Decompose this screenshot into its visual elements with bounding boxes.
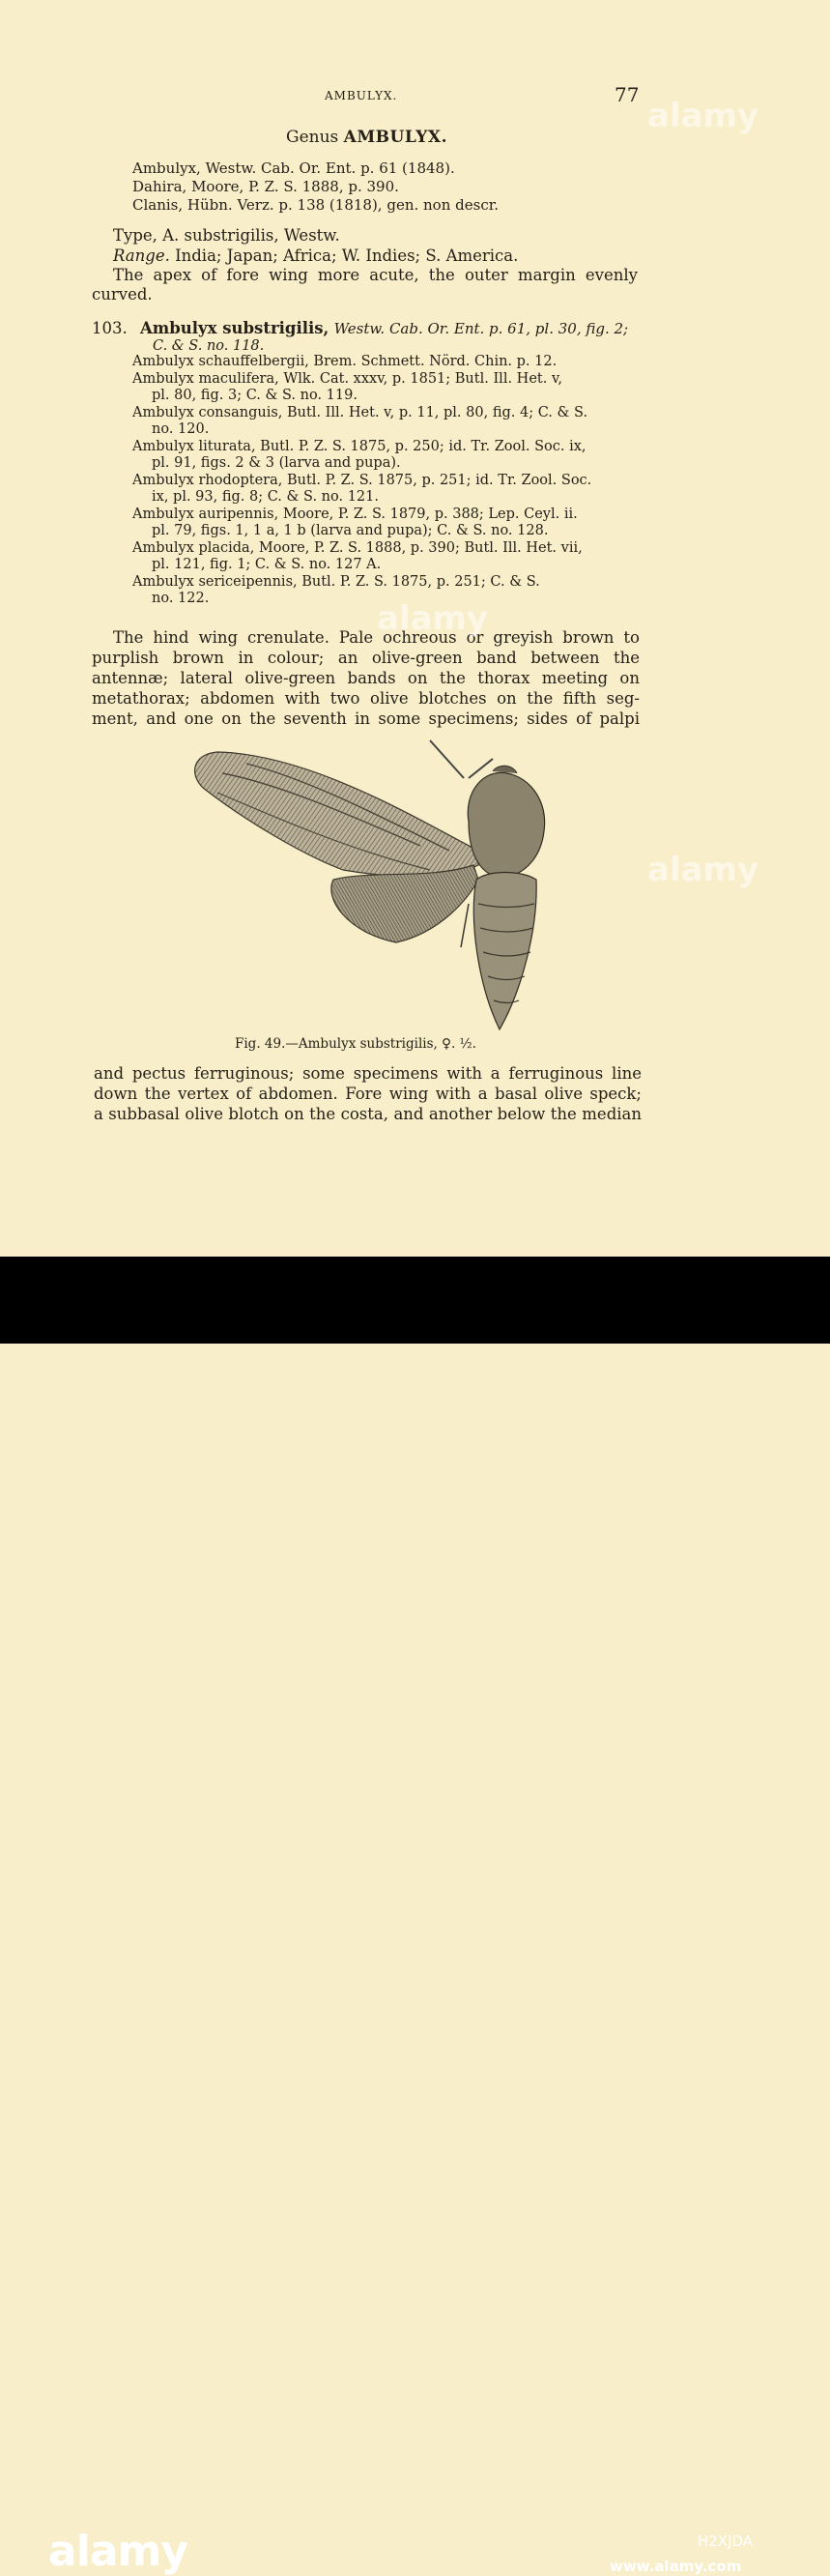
synonym-text: pl. 79, figs. 1, 1 a, 1 b (larva and pupa); C. & S. no. 128. <box>152 523 549 538</box>
abdomen <box>473 873 536 1030</box>
synonym-text: Ambulyx schauffelbergii, Brem. Schmett. Nörd. Chin. p. 12. <box>132 354 558 369</box>
range-line <box>113 246 518 265</box>
brand-logo: alamy <box>48 2527 187 2576</box>
range-label: Range. <box>113 246 170 265</box>
species-ref: Westw. Cab. Or. Ent. p. 61, pl. 30, fig. 2; <box>333 320 629 337</box>
synonym-entry <box>132 354 640 371</box>
continuation-line: down the vertex of abdomen. Fore wing with a basal olive speck; <box>94 1085 642 1103</box>
synonym-text: Ambulyx liturata, Butl. P. Z. S. 1875, p. 250; id. Tr. Zool. Soc. ix, <box>132 438 587 454</box>
moth-illustration <box>188 735 560 1034</box>
species-ref-cont: C. & S. no. 118. <box>153 338 265 354</box>
synonym-entry <box>132 439 640 473</box>
genus-name: AMBULYX. <box>343 128 447 147</box>
species-name: Ambulyx substrigilis, <box>140 319 329 337</box>
synonym-text: no. 122. <box>152 591 210 606</box>
synonym-text: ix, pl. 93, fig. 8; C. & S. no. 121. <box>152 489 379 505</box>
synonym-text: pl. 121, fig. 1; C. & S. no. 127 A. <box>152 557 382 572</box>
synonym-entry <box>132 473 640 507</box>
synonym-text: Ambulyx rhodoptera, Butl. P. Z. S. 1875, p. 251; id. Tr. Zool. Soc. <box>132 472 592 488</box>
antenna <box>430 740 464 778</box>
apex-line: curved. <box>92 285 153 304</box>
species-heading <box>140 319 640 337</box>
apex-line: The apex of fore wing more acute, the outer margin evenly <box>113 266 638 284</box>
continuation-line: and pectus ferruginous; some specimens with a ferruginous line <box>94 1064 642 1083</box>
synonym-entry <box>132 371 640 405</box>
genus-prefix: Genus <box>286 128 339 147</box>
watermark: alamy <box>647 851 759 889</box>
figure-caption: Fig. 49.—Ambulyx substrigilis, ♀. ½. <box>235 1036 476 1052</box>
synonym-line: Dahira, Moore, P. Z. S. 1888, p. 390. <box>132 178 399 195</box>
description-line: ment, and one on the seventh in some specimens; sides of palpi <box>92 709 640 728</box>
fore-wing <box>195 752 478 877</box>
synonym-line: Ambulyx, Westw. Cab. Or. Ent. p. 61 (1848). <box>132 159 455 177</box>
species-number: 103. <box>92 319 128 337</box>
leg <box>461 904 469 947</box>
synonym-text: Ambulyx placida, Moore, P. Z. S. 1888, p. 390; Butl. Ill. Het. vii, <box>132 539 583 556</box>
synonym-entry <box>132 507 640 540</box>
site-url[interactable]: www.alamy.com <box>610 2558 742 2575</box>
watermark: alamy <box>647 97 759 135</box>
synonym-text: no. 120. <box>152 421 210 437</box>
synonym-text: Ambulyx sericeipennis, Butl. P. Z. S. 1875, p. 251; C. & S. <box>132 573 540 590</box>
synonym-entry <box>132 540 640 574</box>
stock-banner <box>0 1257 830 2576</box>
continuation-line: a subbasal olive blotch on the costa, and another below the median <box>94 1105 642 1123</box>
genus-heading <box>286 128 447 147</box>
page-number: 77 <box>615 83 640 106</box>
range-text: India; Japan; Africa; W. Indies; S. America. <box>175 246 519 265</box>
hind-wing <box>331 865 478 942</box>
synonym-list <box>132 354 640 608</box>
thorax <box>468 772 544 878</box>
synonym-text: Ambulyx maculifera, Wlk. Cat. xxxv, p. 1851; Butl. Ill. Het. v, <box>132 370 563 387</box>
synonym-entry <box>132 405 640 439</box>
image-id: H2XJDA <box>698 2533 754 2550</box>
description-line: purplish brown in colour; an olive-green band between the <box>92 649 640 667</box>
synonym-line: Clanis, Hübn. Verz. p. 138 (1818), gen. non descr. <box>132 196 500 214</box>
description-line: The hind wing crenulate. Pale ochreous or greyish brown to <box>113 628 640 647</box>
book-page <box>0 0 830 1257</box>
description-line: antennæ; lateral olive-green bands on the thorax meeting on <box>92 669 640 687</box>
synonym-text: Ambulyx consanguis, Butl. Ill. Het. v, p. 11, pl. 80, fig. 4; C. & S. <box>132 404 588 420</box>
synonym-text: pl. 91, figs. 2 & 3 (larva and pupa). <box>152 455 401 471</box>
type-line: Type, A. substrigilis, Westw. <box>113 226 340 245</box>
running-title: AMBULYX. <box>325 89 398 102</box>
synonym-text: Ambulyx auripennis, Moore, P. Z. S. 1879, p. 388; Lep. Ceyl. ii. <box>132 506 578 522</box>
watermark: alamy <box>377 599 489 638</box>
synonym-text: pl. 80, fig. 3; C. & S. no. 119. <box>152 388 358 403</box>
description-line: metathorax; abdomen with two olive blotches on the fifth seg- <box>92 689 640 708</box>
